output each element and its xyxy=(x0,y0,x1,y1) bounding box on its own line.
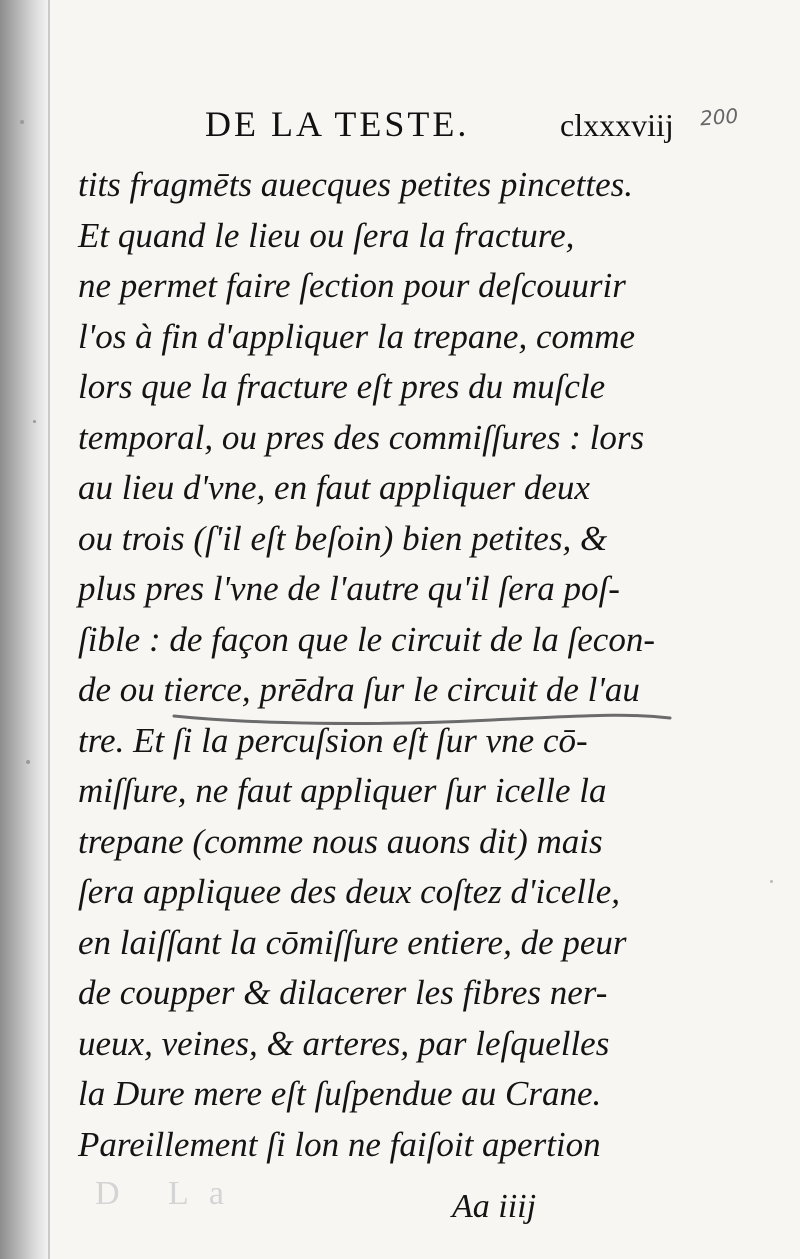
text-line: de ou tierce, prēdra ſur le circuit de l'au xyxy=(78,670,640,709)
text-line: en laiſſant la cōmiſſure entiere, de peur xyxy=(78,922,627,962)
text-line: tits fragmēts auecques petites pincettes. xyxy=(78,165,634,204)
text-line: plus pres l'vne de l'autre qu'il ſera poſ- xyxy=(78,569,620,608)
text-line: ſera appliquee des deux coſtez d'icelle, xyxy=(78,872,621,911)
text-line: tre. Et ſi la percuſsion eſt ſur vne cō- xyxy=(78,720,588,760)
bleed-through-text: D La xyxy=(95,1175,244,1212)
pencil-underline xyxy=(172,710,672,728)
text-line: ou trois (ſ'il eſt beſoin) bien petites, & xyxy=(78,518,608,558)
signature-mark: Aa iiij xyxy=(452,1188,537,1225)
text-line: trepane (comme nous auons dit) mais xyxy=(78,821,603,861)
folio-number: clxxxviij xyxy=(560,107,674,143)
body-text xyxy=(78,160,678,1170)
text-line: la Dure mere eſt ſuſpendue au Crane. xyxy=(78,1074,602,1113)
gutter-edge xyxy=(48,0,50,1259)
running-head: DE LA TESTE. xyxy=(205,104,470,144)
text-line: temporal, ou pres des commiſſures : lors xyxy=(78,417,645,457)
page-header xyxy=(0,95,800,145)
paper-speck xyxy=(20,120,24,124)
text-line: l'os à fin d'appliquer la trepane, comme xyxy=(78,316,636,356)
text-line: Et quand le lieu ou ſera la fracture, xyxy=(78,215,575,255)
text-line: au lieu d'vne, en faut appliquer deux xyxy=(78,468,590,507)
text-line: de coupper & dilacerer les fibres ner- xyxy=(78,973,608,1012)
text-line: lors que la fracture eſt pres du muſcle xyxy=(78,367,606,406)
text-line: ſible : de façon que le circuit de la ſecon- xyxy=(78,619,655,659)
paper-speck xyxy=(26,760,30,764)
binding-gutter xyxy=(0,0,48,1259)
text-line: Pareillement ſi lon ne faiſoit apertion xyxy=(78,1124,601,1164)
text-line: ne permet faire ſection pour deſcouurir xyxy=(78,266,626,305)
text-line: ueux, veines, & arteres, par leſquelles xyxy=(78,1023,610,1063)
paper-speck xyxy=(770,880,773,883)
paper-speck xyxy=(33,420,36,423)
text-line: miſſure, ne faut appliquer ſur icelle la xyxy=(78,771,607,810)
handwritten-page-number: 200 xyxy=(699,103,739,131)
